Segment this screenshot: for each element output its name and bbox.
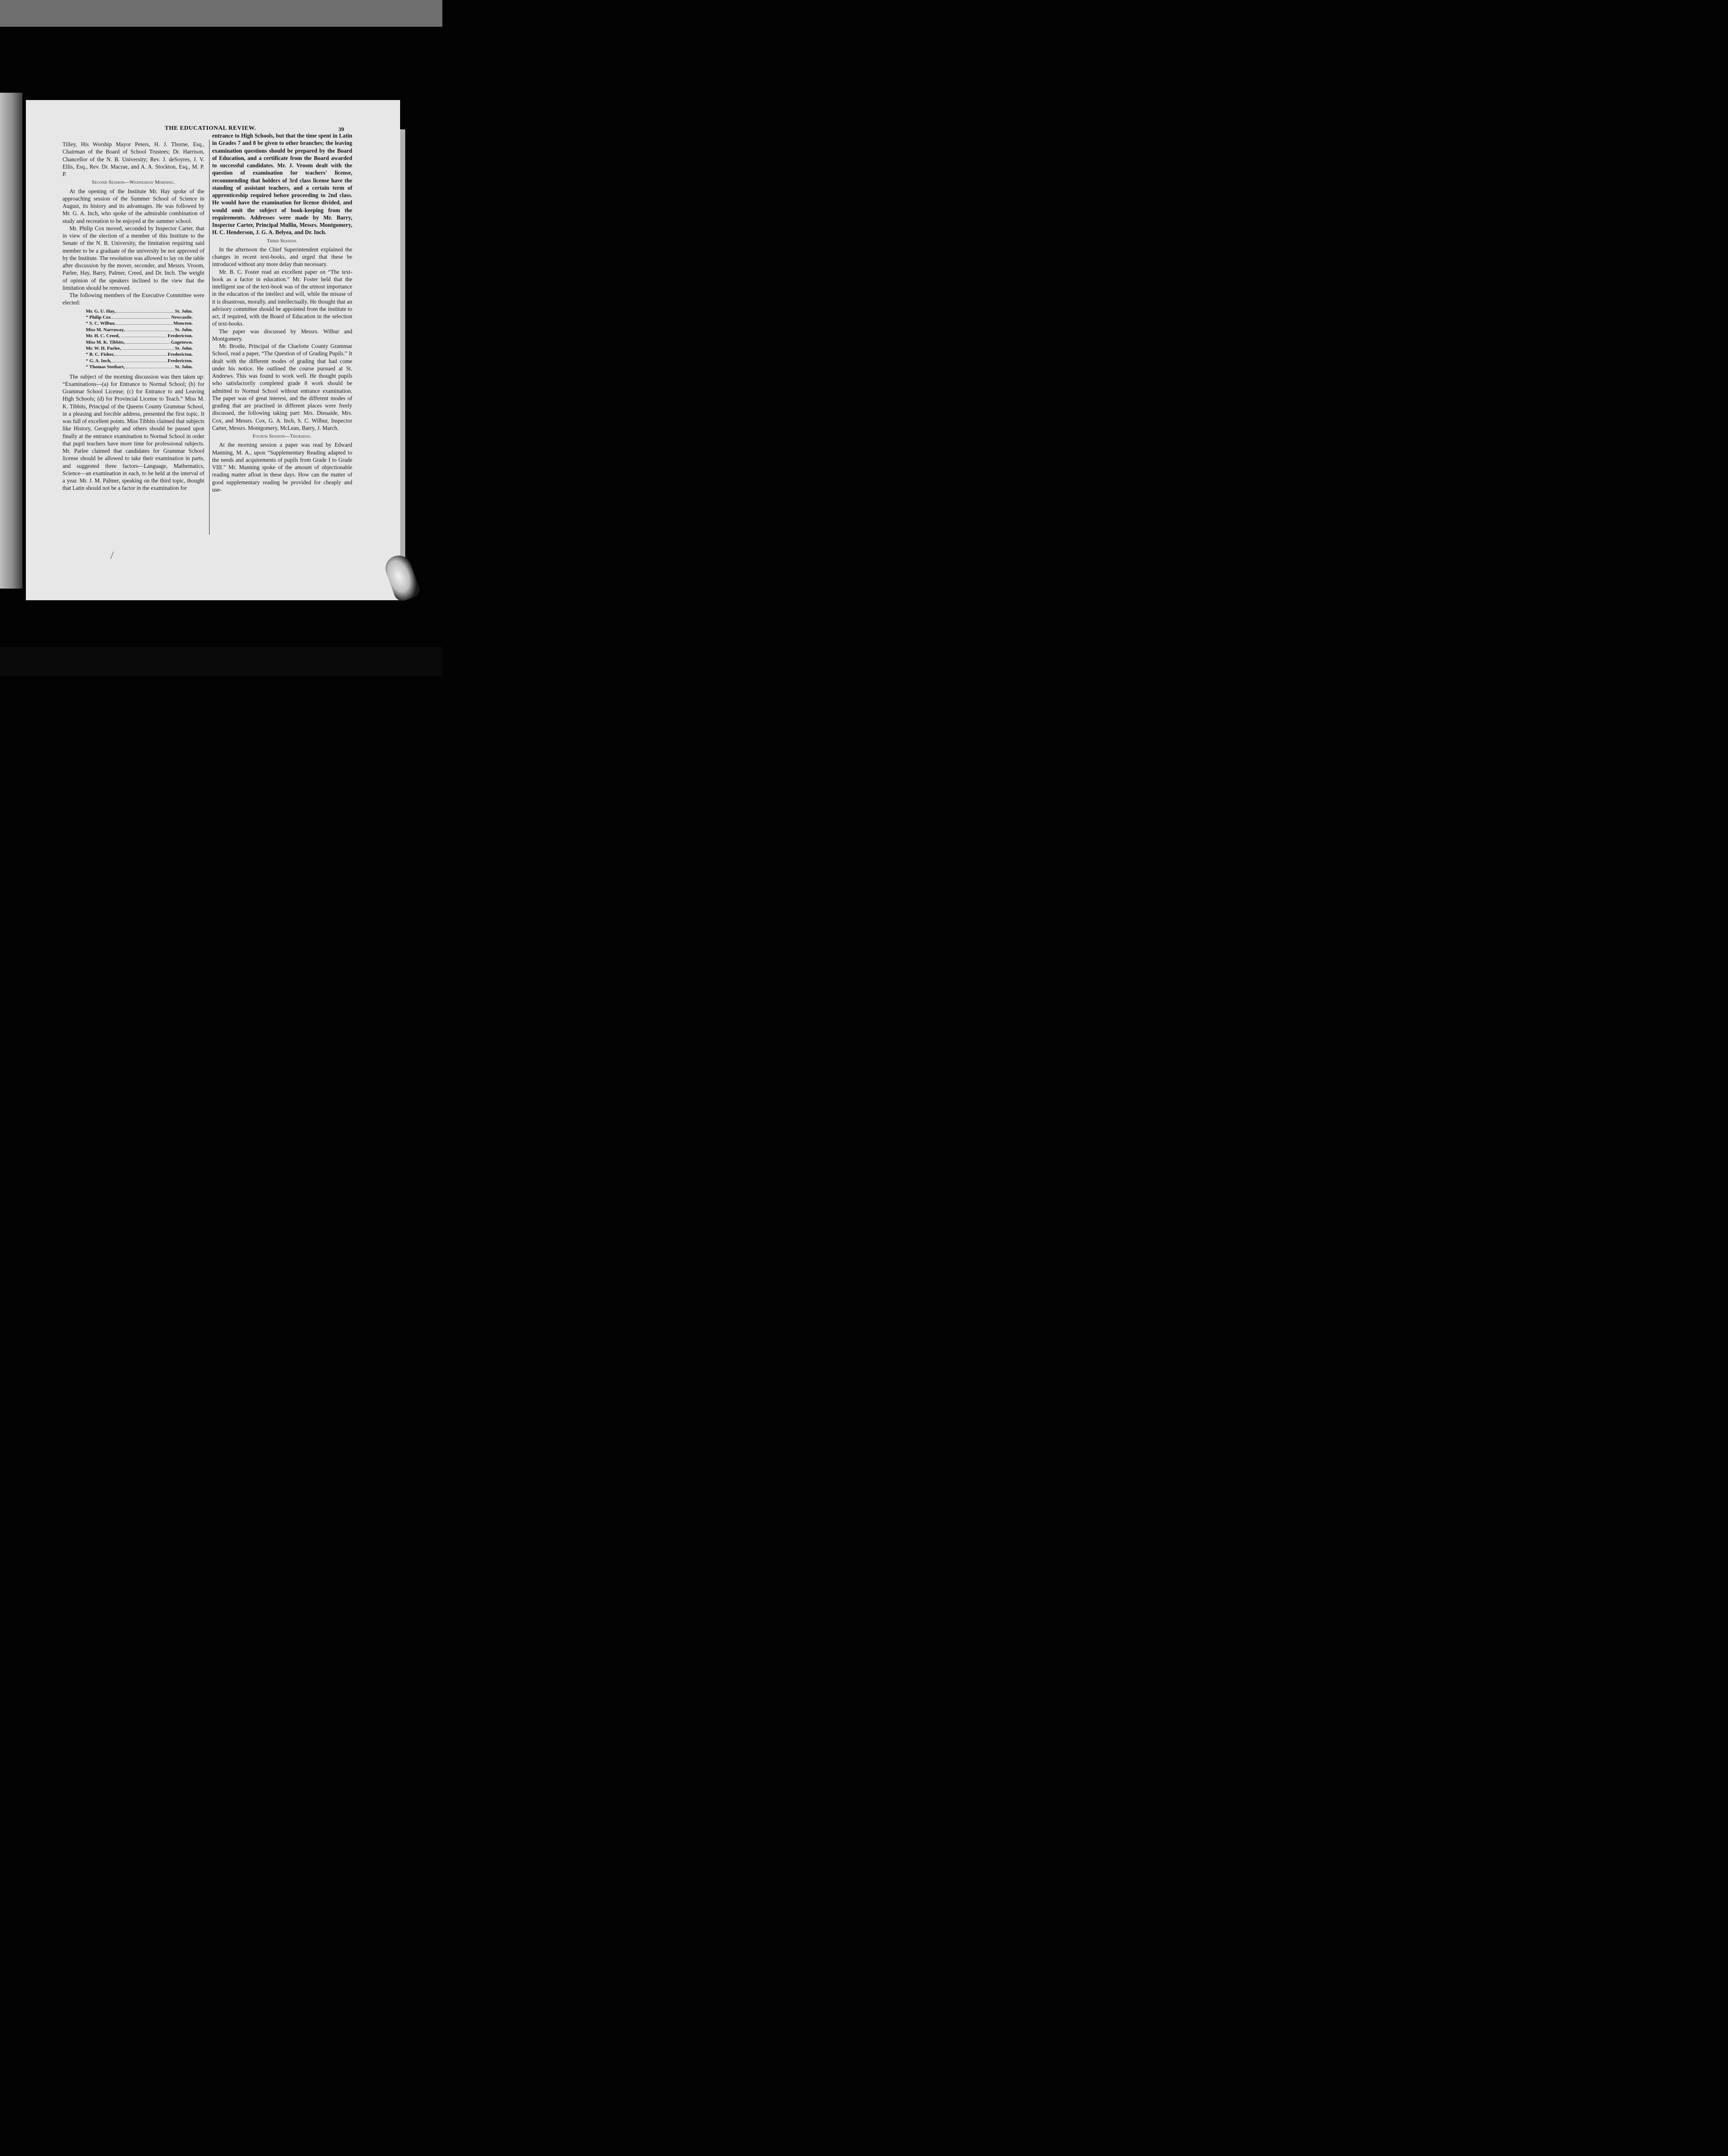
member-name: Miss M. K. Tibbits, <box>86 339 125 345</box>
member-place: St. John. <box>175 327 193 332</box>
member-name: “ Thomas Stothart, <box>86 364 125 370</box>
committee-row <box>86 308 193 314</box>
committee-row <box>86 364 193 370</box>
paragraph: The subject of the morning discussion was then taken up: “Examinations—(a) for Entrance to Normal School; (b) for Grammar School License; (c) for Entrance to and Leaving High Schools; (d) for Provincial License to Teach.” Miss M. K. Tibbits, Principal of the Queens County Grammar School, in a pleasing and forcible address, presented the first topic. It was full of excellent points. Miss Tibbits claimed that subjects like History, Geography and others should be passed upon finally at the entrance examination to Normal School in order that pupil teachers have more time for professional subjects. Mr. Parlee claimed that candidates for Grammar School license should be allowed to take their examination in parts, and suggested three factors—Language, Mathematics, Science—an examination in each, to be held at the interval of a year. Mr. J. M. Palmer, speaking on the third topic, thought that Latin should not be a factor in the examination for <box>63 373 204 492</box>
paragraph: At the morning session a paper was read by Edward Manning, M. A., upon “Supplementary Reading adapted to the needs and acquirements of pupils from Grade I to Grade VIII.” Mr. Manning spoke of the amount of objectionable reading matter afloat in these days. How can the matter of good supplementary reading be provided for cheaply and use- <box>212 442 352 493</box>
member-name: “ B. C. Fisher, <box>86 352 115 357</box>
member-name: Mr. W. H. Parlee, <box>86 345 121 351</box>
committee-row <box>86 320 193 326</box>
leader-dots <box>115 355 167 356</box>
running-head: THE EDUCATIONAL REVIEW. <box>165 125 256 132</box>
member-place: Newcastle. <box>171 314 193 320</box>
paragraph: Mr. Brodie, Principal of the Charlotte County Grammar School, read a paper, “The Question of of Grading Pupils.” It dealt with the different modes of grading that had come under his notice. He outlined the course pursued at St. Andrews. This was found to work well. He thought pupils who satisfactorily completed grade 8 work should be admitted to Normal School without entrance examination. The paper was of great interest, and the different modes of grading that are practised in different places were freely discussed, the following taking part: Mrs. Dieuaide, Mrs. Cox, and Messrs. Cox, G. A. Inch, S. C. Wilbur, Inspector Carter, Messrs. Montgomery, McLean, Barry, J. March. <box>212 343 352 431</box>
member-place: St. John. <box>175 308 193 314</box>
committee-row <box>86 351 193 357</box>
page-number: 39 <box>338 126 344 132</box>
leader-dots <box>126 343 170 344</box>
paragraph: Mr. B. C. Foster read an excellent paper on “The text-book as a factor in education.” Mr. Foster held that the intelligent use of the text-book was of the utmost importance in the education of the intellect and will, while the misuse of it is disastrous, morally, and intellectually. He thought that an advisory committee should be appointed from the institute to act, if required, with the Board of Education in the selection of text-books. <box>212 268 352 327</box>
film-border-top <box>0 0 442 27</box>
member-name: “ Philip Cox <box>86 314 111 320</box>
left-column <box>63 141 204 492</box>
committee-row <box>86 314 193 320</box>
journal-page <box>26 100 400 600</box>
committee-row <box>86 327 193 333</box>
committee-row <box>86 339 193 345</box>
paragraph: In the afternoon the Chief Superintendent explained the changes in recent text-books, and urged that these be introduced without any more delay than necessary. <box>212 246 352 268</box>
paragraph: The following members of the Executive Committee were elected: <box>63 292 204 306</box>
member-place: Moncton. <box>173 321 193 326</box>
member-name: Mr. G. U. Hay, <box>86 308 116 314</box>
member-name: Mr. H. C. Creed, <box>86 333 120 339</box>
member-place: St. John. <box>175 364 193 370</box>
member-name: “ G. A. Inch, <box>86 358 112 364</box>
member-place: Fredericton. <box>167 333 193 339</box>
paragraph: entrance to High Schools, but that the time spent in Latin in Grades 7 and 8 be given to other branches; the leaving examination questions should be prepared by the Board of Education, and a certificate from the Board awarded to successful candidates. Mr. J. Vroom dealt with the question of examination for teachers' license, recommending that holders of 3rd class license have the standing of assistant teachers, and a certain term of apprenticeship required before proceeding to 2nd class. He would have the examination for license divided, and would omit the subject of book-keeping from the requirements. Addresses were made by Mr. Barry, Inspector Carter, Principal Mullin, Messrs. Montgomery, H. C. Henderson, J. G. A. Belyea, and Dr. Inch. <box>212 132 352 236</box>
leader-dots <box>112 318 170 319</box>
paragraph: At the opening of the Institute Mr. Hay spoke of the approaching session of the Summer School of Science in August, its history and its advantages. He was followed by Mr. G. A. Inch, who spoke of the admirable combination of study and recreation to be enjoyed at the summer school. <box>63 188 204 224</box>
page-stack-edge <box>400 129 405 595</box>
member-place: Gagetown. <box>171 339 193 345</box>
column-divider <box>209 140 210 535</box>
member-place: Fredericton. <box>167 358 193 364</box>
film-border-bottom <box>0 647 442 676</box>
section-heading: Fourth Session—Thursday. <box>252 434 312 439</box>
member-name: “ S. C. Wilbur, <box>86 321 116 326</box>
paragraph: Mr. Philip Cox moved, seconded by Inspector Carter, that in view of the election of a member of this Institute to the Senate of the N. B. University, the limitation requiring said member to be a graduate of the university be not approved of by the Institute. The resolution was allowed to lay on the table after discussion by the mover, seconder, and Messrs. Vroom, Parlee, Hay, Barry, Palmer, Creed, and Dr. Inch. The weight of opinion of the speakers inclined to the view that the limitation should be removed. <box>63 225 204 291</box>
leader-dots <box>122 349 174 350</box>
paragraph: The paper was discussed by Messrs. Wilbur and Montgomery. <box>212 328 352 342</box>
member-place: Fredericton. <box>167 352 193 357</box>
right-column <box>212 132 352 493</box>
leader-dots <box>116 312 174 313</box>
leader-dots <box>116 324 172 325</box>
member-place: St. John. <box>175 345 193 351</box>
committee-row <box>86 333 193 339</box>
section-heading: Third Session. <box>267 238 297 244</box>
pencil-mark: ⁄ <box>110 549 114 561</box>
committee-row <box>86 345 193 351</box>
committee-list <box>63 308 193 370</box>
facing-page-edge <box>0 93 22 589</box>
member-name: Miss M. Narraway, <box>86 327 125 332</box>
section-heading: Second Session—Wednesday Morning. <box>92 180 175 185</box>
paragraph: Tilley, His Worship Mayor Peters, H. J. Thorne, Esq., Chairman of the Board of School Trustees; Dr. Harrison, Chancellor of the N. B. University; Rev. J. deSoyres, J. V. Ellis, Esq., Rev. Dr. Macrae, and A. A. Stockton, Esq., M. P. P. <box>63 141 204 177</box>
committee-row <box>86 358 193 364</box>
